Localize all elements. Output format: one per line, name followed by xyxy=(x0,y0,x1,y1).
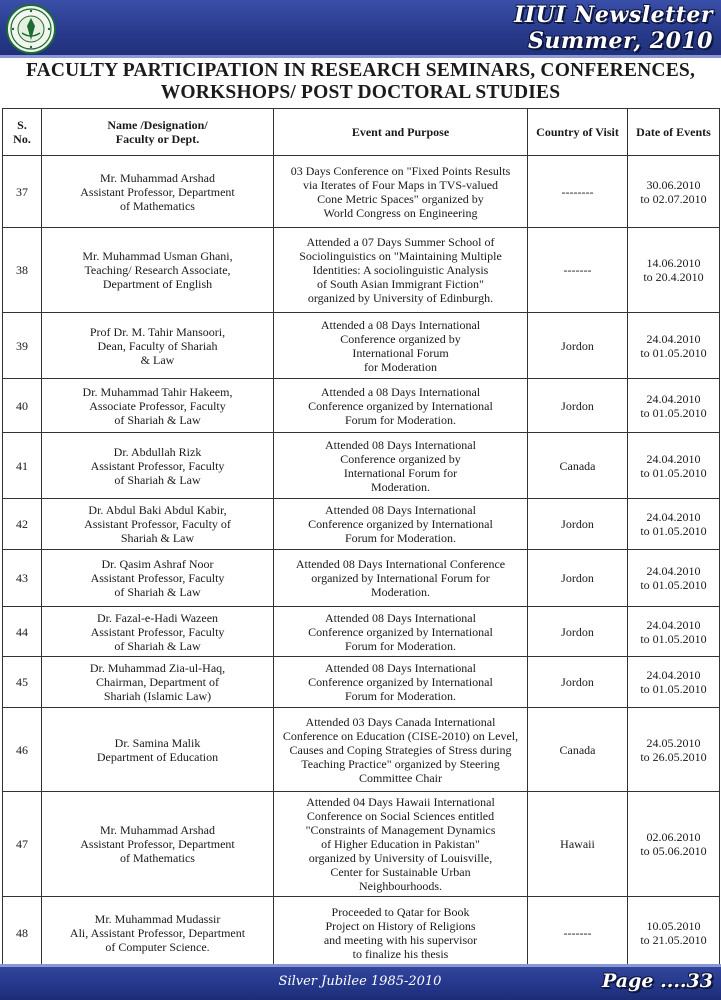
newsletter-name: IIUI Newsletter xyxy=(514,2,713,28)
cell-name: Mr. Muhammad Arshad Assistant Professor, Department of Mathematics xyxy=(42,792,274,897)
cell-sno: 42 xyxy=(3,499,42,550)
page-title xyxy=(0,60,721,104)
col-header-country: Country of Visit xyxy=(528,109,628,156)
newsletter-title xyxy=(514,2,713,54)
cell-event: Attended 08 Days International Conference organized by International Forum for Moderation. xyxy=(274,607,528,657)
cell-name: Dr. Muhammad Zia-ul-Haq, Chairman, Department of Shariah (Islamic Law) xyxy=(42,657,274,708)
cell-name: Dr. Muhammad Tahir Hakeem, Associate Professor, Faculty of Shariah & Law xyxy=(42,379,274,433)
cell-date: 02.06.2010 to 05.06.2010 xyxy=(628,792,720,897)
cell-sno: 43 xyxy=(3,550,42,607)
table-row xyxy=(3,792,720,897)
table-header-row xyxy=(3,109,720,156)
cell-event: Attended a 08 Days International Conference organized by International Forum for Moderation. xyxy=(274,379,528,433)
newsletter-header-bar xyxy=(0,0,721,58)
cell-country: Jordon xyxy=(528,379,628,433)
cell-event: Attended 03 Days Canada International Conference on Education (CISE-2010) on Level, Causes and Coping Strategies of Stress during Teaching Practice" organized by Steering Committee Chair xyxy=(274,708,528,792)
cell-country: Jordon xyxy=(528,657,628,708)
cell-date: 24.04.2010 to 01.05.2010 xyxy=(628,607,720,657)
cell-name: Mr. Muhammad Arshad Assistant Professor, Department of Mathematics xyxy=(42,156,274,228)
cell-date: 30.06.2010 to 02.07.2010 xyxy=(628,156,720,228)
cell-event: Proceeded to Qatar for Book Project on History of Religions and meeting with his supervisor to finalize his thesis xyxy=(274,897,528,969)
cell-name: Dr. Abdul Baki Abdul Kabir, Assistant Professor, Faculty of Shariah & Law xyxy=(42,499,274,550)
cell-event: Attended 04 Days Hawaii International Conference on Social Sciences entitled "Constraints of Management Dynamics of Higher Education in Pakistan" organized by University of Louisville, Center for Sustainable Urban Neighbourhoods. xyxy=(274,792,528,897)
cell-event: Attended 08 Days International Conference organized by International Forum for Moderation. xyxy=(274,499,528,550)
page-title-line-2: WORKSHOPS/ POST DOCTORAL STUDIES xyxy=(160,82,561,103)
col-header-name: Name /Designation/ Faculty or Dept. xyxy=(42,109,274,156)
cell-sno: 38 xyxy=(3,228,42,313)
table-row xyxy=(3,379,720,433)
cell-date: 14.06.2010 to 20.4.2010 xyxy=(628,228,720,313)
cell-date: 24.04.2010 to 01.05.2010 xyxy=(628,499,720,550)
cell-date: 24.04.2010 to 01.05.2010 xyxy=(628,433,720,499)
cell-name: Dr. Qasim Ashraf Noor Assistant Professor, Faculty of Shariah & Law xyxy=(42,550,274,607)
cell-date: 10.05.2010 to 21.05.2010 xyxy=(628,897,720,969)
cell-country: ------- xyxy=(528,897,628,969)
cell-country: -------- xyxy=(528,156,628,228)
cell-date: 24.04.2010 to 01.05.2010 xyxy=(628,657,720,708)
cell-country: Jordon xyxy=(528,550,628,607)
table-row xyxy=(3,550,720,607)
cell-country: Canada xyxy=(528,433,628,499)
cell-sno: 37 xyxy=(3,156,42,228)
cell-name: Mr. Muhammad Mudassir Ali, Assistant Professor, Department of Computer Science. xyxy=(42,897,274,969)
cell-sno: 39 xyxy=(3,313,42,379)
cell-event: Attended 08 Days International Conference organized by International Forum for Moderation. xyxy=(274,657,528,708)
cell-name: Dr. Abdullah Rizk Assistant Professor, Faculty of Shariah & Law xyxy=(42,433,274,499)
table-row xyxy=(3,433,720,499)
table-row xyxy=(3,607,720,657)
cell-country: Canada xyxy=(528,708,628,792)
university-logo xyxy=(6,4,56,54)
cell-name: Dr. Samina Malik Department of Education xyxy=(42,708,274,792)
cell-date: 24.04.2010 to 01.05.2010 xyxy=(628,313,720,379)
cell-sno: 44 xyxy=(3,607,42,657)
page-number: Page ....33 xyxy=(602,970,713,992)
cell-sno: 46 xyxy=(3,708,42,792)
table-row xyxy=(3,657,720,708)
cell-event: Attended 08 Days International Conference organized by International Forum for Moderation. xyxy=(274,433,528,499)
table-row xyxy=(3,897,720,969)
cell-country: Hawaii xyxy=(528,792,628,897)
cell-name: Prof Dr. M. Tahir Mansoori, Dean, Faculty of Shariah & Law xyxy=(42,313,274,379)
table-row xyxy=(3,708,720,792)
silver-jubilee-caption: Silver Jubilee 1985-2010 xyxy=(278,974,442,989)
cell-date: 24.04.2010 to 01.05.2010 xyxy=(628,550,720,607)
newsletter-issue: Summer, 2010 xyxy=(528,28,713,54)
cell-sno: 41 xyxy=(3,433,42,499)
table-row xyxy=(3,228,720,313)
cell-event: Attended a 08 Days International Conference organized by International Forum for Moderation xyxy=(274,313,528,379)
cell-sno: 40 xyxy=(3,379,42,433)
cell-sno: 45 xyxy=(3,657,42,708)
col-header-event: Event and Purpose xyxy=(274,109,528,156)
cell-event: Attended 08 Days International Conference organized by International Forum for Moderation. xyxy=(274,550,528,607)
cell-event: 03 Days Conference on "Fixed Points Results via Iterates of Four Maps in TVS-valued Cone Metric Spaces" organized by World Congress on Engineering xyxy=(274,156,528,228)
cell-name: Mr. Muhammad Usman Ghani, Teaching/ Research Associate, Department of English xyxy=(42,228,274,313)
cell-country: Jordon xyxy=(528,607,628,657)
cell-date: 24.04.2010 to 01.05.2010 xyxy=(628,379,720,433)
cell-country: Jordon xyxy=(528,313,628,379)
cell-name: Dr. Fazal-e-Hadi Wazeen Assistant Professor, Faculty of Shariah & Law xyxy=(42,607,274,657)
col-header-sno: S. No. xyxy=(3,109,42,156)
cell-event: Attended a 07 Days Summer School of Sociolinguistics on "Maintaining Multiple Identities: A sociolinguistic Analysis of South Asian Immigrant Fiction" organized by University of Edinburgh. xyxy=(274,228,528,313)
cell-country: ------- xyxy=(528,228,628,313)
newsletter-footer-bar xyxy=(0,964,721,1000)
cell-sno: 48 xyxy=(3,897,42,969)
table-row xyxy=(3,156,720,228)
table-row xyxy=(3,313,720,379)
cell-date: 24.05.2010 to 26.05.2010 xyxy=(628,708,720,792)
cell-country: Jordon xyxy=(528,499,628,550)
cell-sno: 47 xyxy=(3,792,42,897)
table-row xyxy=(3,499,720,550)
faculty-participation-table xyxy=(2,108,720,969)
col-header-date: Date of Events xyxy=(628,109,720,156)
page-title-line-1: FACULTY PARTICIPATION IN RESEARCH SEMINARS, CONFERENCES, xyxy=(25,60,696,81)
